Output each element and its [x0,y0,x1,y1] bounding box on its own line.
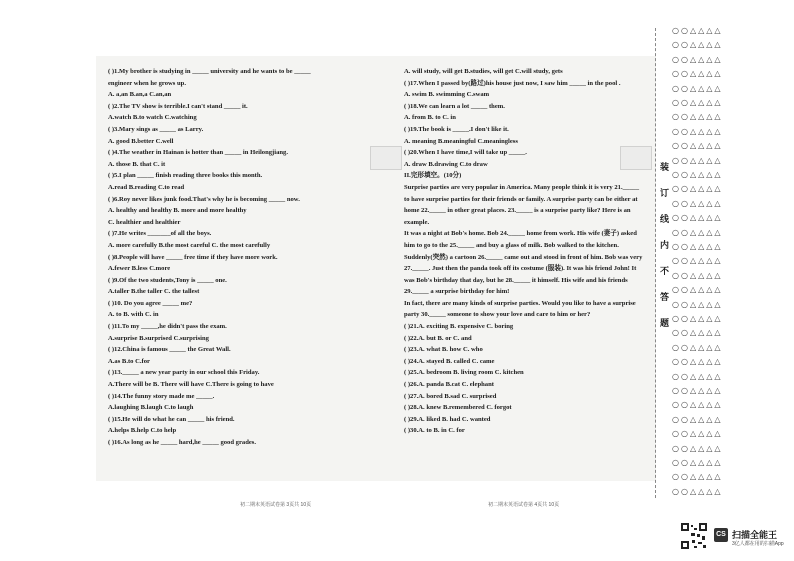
question-line: A. to B. with C. in [108,311,159,319]
binding-mark-row: ○○△△△△ [672,40,723,50]
question-line: ( )12.China is famous _____ the Great Wall. [108,346,231,354]
binding-mark-row: ○○△△△△ [672,213,723,223]
binding-char: 题 [660,319,670,329]
question-line: In fact, there are many kinds of surprise parties. Would you like to have a surprise party 30._____ someone to show your love and care to him or her? [404,299,636,319]
binding-mark-row: ○○△△△△ [672,126,723,136]
binding-mark-row: ○○△△△△ [672,443,723,453]
question-line: ( )29.A. liked B. had C. wanted [404,415,491,423]
question-line: A.watch B.to watch C.watching [108,114,197,122]
question-line: Surprise parties are very popular in America. Many people think it is very 21._____ to have surprise parties for their friends or family. A surprise party can be either at home 22._____ in other great places. 23._____ is a surprise party like? Here is an example. [404,183,640,226]
binding-char: 线 [660,215,670,225]
binding-mark-row: ○○△△△△ [672,83,723,93]
binding-char: 答 [660,293,670,303]
binding-divider [655,28,656,498]
question-line: ( )23.A. what B. how C. who [404,346,483,354]
binding-mark-row: ○○△△△△ [672,328,723,338]
binding-char: 内 [660,241,670,251]
score-stamp [370,146,402,170]
binding-mark-row: ○○△△△△ [672,98,723,107]
binding-mark-row: ○○△△△△ [672,357,723,367]
question-line: A. good B.better C.well [108,137,174,145]
question-line: ( )19.The book is _____.I don't like it. [404,125,509,133]
binding-mark-row: ○○△△△△ [672,299,723,309]
binding-mark-row: ○○△△△△ [672,458,723,467]
question-line: A. more carefully B.the most careful C. the most carefully [108,241,271,249]
question-line: C. healthier and healthier [108,218,181,226]
question-line: ( )15.He will do what he can _____ his friend. [108,415,235,423]
binding-mark-row: ○○△△△△ [672,141,723,151]
question-line: A. from B. to C. in [404,114,456,122]
question-line: ( )18.We can learn a lot _____ them. [404,102,505,110]
question-line: ( )2.The TV show is terrible.I can't stand _____ it. [108,102,248,110]
binding-mark-row: ○○△△△△ [672,155,723,165]
binding-mark-row: ○○△△△△ [672,400,723,410]
question-line: A.read B.reading C.to read [108,183,185,191]
binding-mark-row: ○○△△△△ [672,69,723,79]
question-line: ( )13._____ a new year party in our school this Friday. [108,369,260,377]
brand-tagline: 3亿人都在用的扫描App [732,541,784,547]
question-line: ( )24.A. stayed B. called C. came [404,357,495,365]
binding-mark-row: ○○△△△△ [672,198,723,208]
question-line: A.surprise B.surprised C.surprising [108,334,209,342]
question-line: ( )16.As long as he _____ hard,he _____ good grades. [108,439,257,446]
question-line: A.fewer B.less C.more [108,265,171,273]
question-line: A. healthy and healthy B. more and more healthy [108,207,247,215]
question-line: A. draw B.drawing C.to draw [404,160,488,168]
question-line: ( )28.A. knew B.remembered C. forgot [404,404,512,412]
binding-char: 不 [660,267,670,277]
binding-mark-row: ○○△△△△ [672,26,723,35]
question-line: ( )27.A. bored B.sad C. surprised [404,392,497,400]
binding-mark-row: ○○△△△△ [672,386,723,395]
footer-left: 初二期末英语试卷第 3页共 10页 [240,502,312,508]
question-line: ( )17.When I passed by(路过)his house just now, I saw him _____ in the pool . [404,79,621,87]
question-line: A.There will be B. There will have C.There is going to have [108,381,274,389]
question-line: A. a,an B.an,a C.an,an [108,91,172,99]
qr-code-icon [680,522,708,550]
question-line: ( )8.People will have _____ free time if they have more work. [108,253,278,261]
question-line: It was a night at Bob's home. Bob 24._____ home from work. His wife (妻子) asked him to go to the 25._____ and buy a glass of milk. Bob walked to the kitchen. Suddenly(突然) a cartoon 26._____ came out and stood in front of him. Bob was very 27._____. Just then the panda took off its costume (服装). It was his friend John! It was Bob's birthday that day, but he 28._____ it himself. His wife and his friends 29._____ a surprise birthday for him! [404,230,643,296]
question-line: ( )4.The weather in Hainan is hotter than _____ in Heilongjiang. [108,149,288,157]
question-line: A.helps B.help C.to help [108,427,177,435]
binding-mark-row: ○○△△△△ [672,242,723,251]
footer-right: 初二期末英语试卷第 4页共 10页 [488,502,560,508]
question-line: ( )7.He writes _______of all the boys. [108,230,212,238]
binding-mark-row: ○○△△△△ [672,429,723,439]
question-line: A. swim B. swimming C.swam [404,91,490,99]
question-line: A.laughing B.laugh C.to laugh [108,404,194,412]
binding-mark-row: ○○△△△△ [672,486,723,496]
question-line: II.完形填空。(10分) [404,172,462,180]
binding-mark-row: ○○△△△△ [672,414,723,424]
binding-mark-row: ○○△△△△ [672,184,723,194]
question-line: ( )10. Do you agree _____ me? [108,299,193,307]
question-line: ( )3.Mary sings as _____ as Larry. [108,125,204,133]
question-line: ( )22.A. but B. or C. and [404,334,472,342]
question-line: ( )5.I plan _____ finish reading three books this month. [108,172,263,180]
binding-mark-row: ○○△△△△ [672,371,723,381]
question-line: ( )6.Roy never likes junk food.That's why he is becoming _____ now. [108,195,300,203]
right-column [404,66,644,437]
binding-mark-row: ○○△△△△ [672,227,723,237]
question-line: A. meaning B.meaningful C.meaningless [404,137,518,145]
question-line: engineer when he grows up. [108,79,186,87]
binding-mark-row: ○○△△△△ [672,285,723,295]
binding-mark-row: ○○△△△△ [672,170,723,179]
binding-char: 订 [660,189,670,199]
question-line: A. those B. that C. it [108,160,166,168]
score-stamp [620,146,652,170]
question-line: A. will study, will get B.studies, will get C.will study, gets [404,68,563,75]
brand-name: 扫描全能王 [732,530,778,540]
binding-mark-row: ○○△△△△ [672,54,723,64]
question-line: ( )20.When I have time,I will take up _____. [404,149,527,157]
question-line: ( )21.A. exciting B. expensive C. boring [404,323,514,331]
question-line: ( )26.A. panda B.cat C. elephant [404,381,494,389]
binding-mark-row: ○○△△△△ [672,112,723,122]
binding-mark-row: ○○△△△△ [672,472,723,482]
question-line: A.as B.to C.for [108,357,150,365]
question-line: ( )25.A. bedroom B. living room C. kitchen [404,369,524,377]
binding-mark-row: ○○△△△△ [672,342,723,352]
binding-mark-row: ○○△△△△ [672,270,723,280]
binding-mark-row: ○○△△△△ [672,314,723,323]
scanner-logo-icon: CS [714,528,728,542]
question-line: ( )14.The funny story made me _____. [108,392,215,400]
binding-char: 装 [660,163,670,173]
question-line: ( )1.My brother is studying in _____ university and he wants to be _____ [108,68,311,75]
question-line: ( )9.Of the two students,Tony is _____ one. [108,276,227,284]
question-line: ( )11.To my _____,he didn't pass the exam. [108,323,227,331]
binding-mark-row: ○○△△△△ [672,256,723,266]
question-line: A.taller B.the taller C. the tallest [108,288,200,296]
question-line: ( )30.A. to B. in C. for [404,427,465,435]
left-column [108,66,393,449]
